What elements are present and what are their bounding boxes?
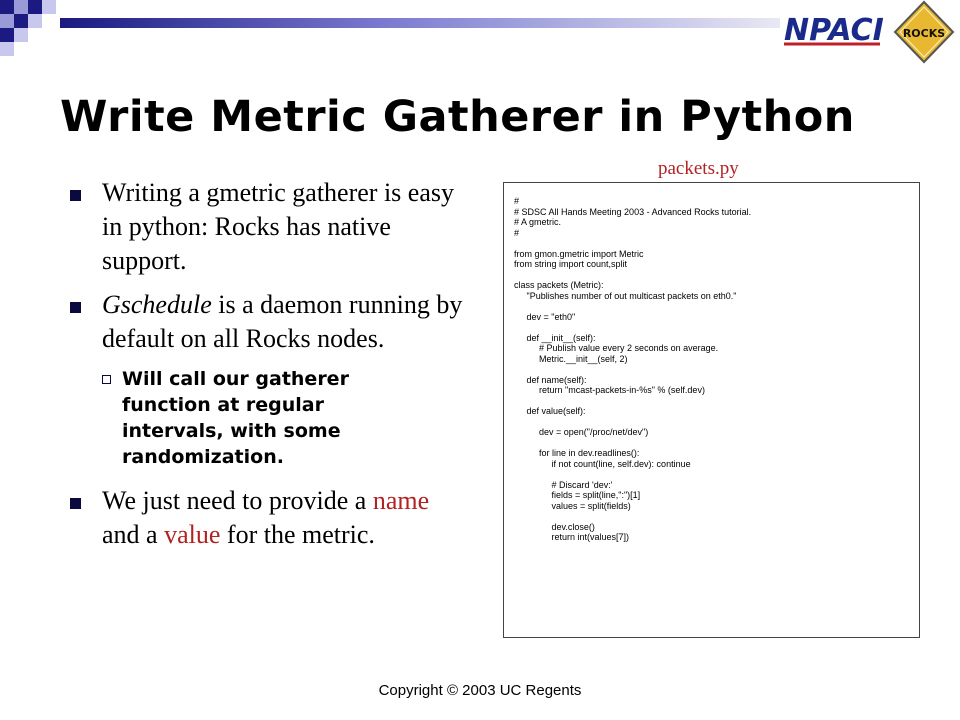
rocks-logo-text: ROCKS: [902, 27, 946, 40]
sub-bullet-text: Will call our gatherer function at regular intervals, with some randomization.: [122, 368, 349, 468]
rocks-logo: [893, 0, 955, 64]
npaci-logo: [780, 6, 890, 50]
bullet-square-icon: [70, 190, 81, 201]
header-bar: [0, 0, 780, 38]
code-file-label: packets.py: [658, 158, 739, 179]
code-listing-box: [503, 182, 920, 638]
bullet-list: [70, 176, 470, 562]
bullet-text: We just need to provide a name and a value for the metric.: [102, 486, 430, 549]
bullet-gschedule: [70, 288, 470, 356]
bullet-text: Writing a gmetric gatherer is easy in python: Rocks has native support.: [102, 178, 454, 275]
slide-title: Write Metric Gatherer in Python: [60, 92, 855, 142]
gschedule-term: Gschedule: [102, 290, 212, 319]
bullet-name-value: [70, 484, 470, 552]
value-keyword: value: [164, 520, 221, 549]
header-gradient-line: [60, 18, 780, 28]
bullet-square-icon: [70, 498, 81, 509]
copyright-footer: Copyright © 2003 UC Regents: [378, 682, 582, 699]
npaci-logo-text: NPACI: [784, 13, 884, 48]
code-listing: # # SDSC All Hands Meeting 2003 - Advanced Rocks tutorial. # A gmetric. # from gmon.gmetric import Metric from string import count,split class packets (Metric): "Publishes number of out multicast packets on eth0." dev = "eth0" def __init__(self): # Publish value every 2 seconds on average. Metric.__init__(self, 2) def name(self): return "mcast-packets-in-%s" % (self.dev) def value(self): dev = open("/proc/net/dev") for line in dev.readlines(): if not count(line, self.dev): continue # Discard 'dev:' fields = split(line,":")[1] values = split(fields) dev.close() return int(values[7]): [514, 196, 752, 542]
bullet-gmetric-easy: [70, 176, 470, 278]
sub-bullet-gatherer-call: [102, 366, 432, 470]
gschedule-description: is a daemon running by default on all Rocks nodes.: [102, 290, 463, 353]
bullet-square-icon: [70, 302, 81, 313]
name-keyword: name: [372, 486, 430, 515]
bullet-text: [102, 290, 462, 353]
hollow-square-icon: [102, 375, 111, 384]
